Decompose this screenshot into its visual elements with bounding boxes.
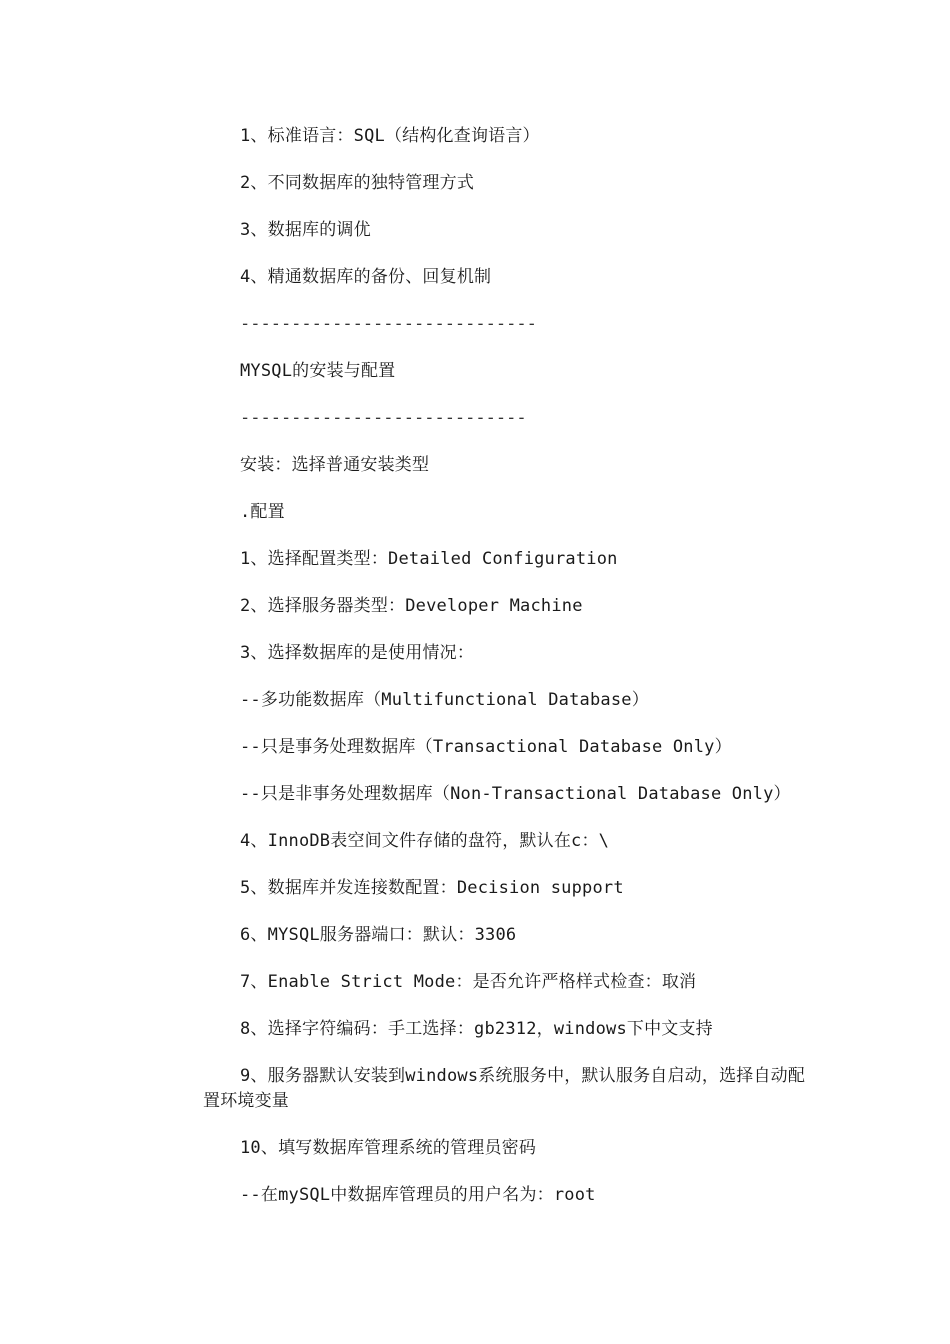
config-step-10: 10、填写数据库管理系统的管理员密码: [240, 1138, 537, 1158]
config-step-3: 3、选择数据库的是使用情况：: [240, 643, 475, 663]
config-step-4: 4、InnoDB表空间文件存储的盘符，默认在c：\: [240, 831, 610, 851]
divider-top: -----------------------------: [240, 314, 537, 334]
config-step-9: 9、服务器默认安装到windows系统服务中，默认服务自启动，选择自动配置环境变量: [203, 1066, 806, 1111]
paragraph-install-type: 安装：选择普通安装类型: [240, 455, 430, 475]
paragraph-backup-recovery: 4、精通数据库的备份、回复机制: [240, 267, 492, 287]
paragraph-standard-language: 1、标准语言：SQL（结构化查询语言）: [240, 126, 540, 146]
section-heading-mysql-install: MYSQL的安装与配置: [240, 361, 396, 381]
paragraph-db-tuning: 3、数据库的调优: [240, 220, 371, 240]
document-body: [203, 124, 808, 1230]
divider-bottom: ----------------------------: [240, 408, 527, 428]
config-step-1: 1、选择配置类型：Detailed Configuration: [240, 549, 618, 569]
db-usage-option-non-transactional: --只是非事务处理数据库（Non-Transactional Database Only）: [240, 784, 791, 804]
config-step-6: 6、MYSQL服务器端口：默认：3306: [240, 925, 517, 945]
config-step-2: 2、选择服务器类型：Developer Machine: [240, 596, 583, 616]
config-step-5: 5、数据库并发连接数配置：Decision support: [240, 878, 624, 898]
paragraph-db-management: 2、不同数据库的独特管理方式: [240, 173, 475, 193]
admin-username-note: --在mySQL中数据库管理员的用户名为：root: [240, 1185, 596, 1205]
db-usage-option-transactional: --只是事务处理数据库（Transactional Database Only）: [240, 737, 732, 757]
db-usage-option-multifunctional: --多功能数据库（Multifunctional Database）: [240, 690, 649, 710]
config-step-8: 8、选择字符编码：手工选择：gb2312，windows下中文支持: [240, 1019, 713, 1039]
paragraph-config-heading: .配置: [240, 502, 285, 522]
config-step-7: 7、Enable Strict Mode：是否允许严格样式检查：取消: [240, 972, 697, 992]
